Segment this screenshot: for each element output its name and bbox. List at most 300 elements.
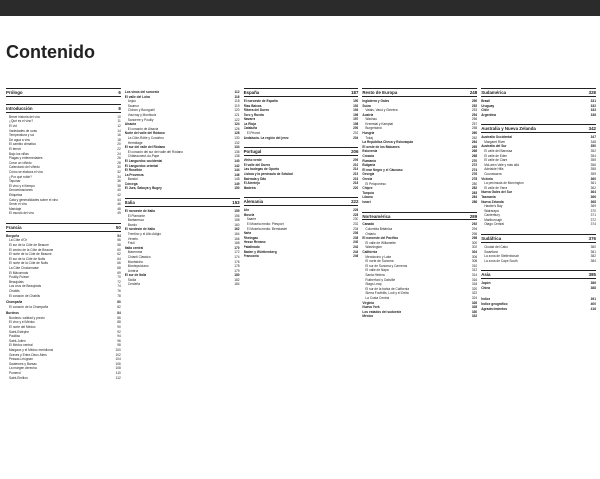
entry-title: ¿Por qué roble? bbox=[9, 174, 32, 179]
toc-entry[interactable] bbox=[125, 186, 240, 191]
entry-page: 371 bbox=[590, 213, 596, 218]
entry-page: 234 bbox=[353, 226, 359, 231]
entry-title: Calendario del viñedo bbox=[9, 165, 40, 170]
section-heading[interactable] bbox=[481, 270, 596, 279]
entry-page: 162 bbox=[234, 227, 240, 232]
section-page: 187 bbox=[351, 90, 359, 95]
section-page: 289 bbox=[469, 213, 478, 219]
section-title: Resto de Europa bbox=[362, 90, 398, 95]
entry-page: 100 bbox=[115, 348, 121, 353]
toc-group bbox=[6, 115, 121, 216]
section-page: 328 bbox=[588, 90, 596, 95]
entry-title: México bbox=[362, 314, 374, 319]
entry-title: Ribera del Duero bbox=[243, 108, 270, 113]
entry-title: Washington bbox=[365, 245, 383, 250]
toc-group bbox=[6, 300, 121, 309]
entry-title: El Languedoc occidental bbox=[124, 158, 163, 163]
section-title: Australia y Nueva Zelanda bbox=[481, 126, 536, 132]
toc-group bbox=[244, 208, 359, 259]
entry-title: El Mâconnais bbox=[9, 270, 29, 275]
entry-page: 119 bbox=[234, 103, 240, 108]
entry-page: 60 bbox=[117, 247, 121, 252]
entry-title: Sauternes y Barsac bbox=[9, 361, 37, 366]
section-heading[interactable] bbox=[362, 88, 477, 97]
entry-title: Cerdeña bbox=[127, 282, 141, 287]
entry-page: 62 bbox=[117, 252, 121, 257]
entry-title: Chinon y Bourgueil bbox=[127, 108, 155, 113]
entry-page: 324 bbox=[471, 295, 478, 300]
section-title: Introducción bbox=[6, 105, 33, 111]
entry-page: 308 bbox=[471, 259, 478, 264]
toc-section bbox=[481, 270, 596, 290]
entry-page: 322 bbox=[471, 291, 478, 296]
entry-page: 352 bbox=[590, 148, 596, 153]
section-title: Sudamérica bbox=[481, 90, 507, 95]
toc-entry[interactable] bbox=[244, 254, 359, 259]
toc-section bbox=[244, 88, 359, 140]
entry-title: China bbox=[481, 285, 491, 290]
toc-group bbox=[125, 90, 240, 191]
entry-title: Taponar bbox=[9, 179, 21, 184]
page-title: Contenido bbox=[6, 42, 95, 62]
entry-title: Otago Central bbox=[484, 222, 505, 227]
entry-title: Marlborough bbox=[484, 217, 503, 222]
entry-title: ¿Qué es el vino? bbox=[9, 119, 34, 124]
entry-title: El Priorat bbox=[246, 131, 260, 136]
entry-title: Córcega bbox=[124, 181, 138, 186]
entry-title: El mar Negro y el Cáucaso bbox=[362, 167, 403, 172]
entry-page: 110 bbox=[115, 371, 121, 375]
entry-title: Mendocino y Lake bbox=[365, 254, 392, 259]
section-page: 342 bbox=[588, 126, 596, 132]
entry-title: Swartland bbox=[484, 249, 499, 254]
entry-page: 250 bbox=[471, 98, 478, 103]
entry-title: Baden y Württemberg bbox=[243, 249, 277, 254]
section-heading[interactable] bbox=[6, 88, 121, 97]
entry-page: 333 bbox=[590, 108, 596, 113]
toc-entry[interactable] bbox=[125, 282, 240, 287]
entry-title: Cata y generalidades sobre el vino bbox=[9, 197, 59, 202]
entry-title: Bajo los viñas bbox=[9, 151, 29, 156]
toc-section bbox=[481, 234, 596, 263]
entry-title: La zona de Cape South bbox=[484, 258, 518, 263]
entry-title: Argentina bbox=[481, 112, 497, 117]
entry-title: Pomerol bbox=[9, 371, 21, 375]
entry-page: 102 bbox=[115, 352, 121, 357]
entry-page: 209 bbox=[353, 158, 359, 163]
entry-title: La zona de Stellenbosch bbox=[484, 254, 520, 259]
entry-title: Índice bbox=[481, 297, 491, 302]
toc-group bbox=[481, 245, 596, 263]
entry-page: 218 bbox=[353, 181, 359, 186]
entry-page: 366 bbox=[590, 194, 596, 199]
entry-title: Palatinado bbox=[243, 244, 260, 249]
entry-page: 240 bbox=[353, 240, 359, 245]
entry-page: 304 bbox=[471, 250, 478, 255]
entry-title: El cambio climático bbox=[9, 142, 37, 147]
section-title: Norteamérica bbox=[362, 213, 391, 219]
entry-page: 182 bbox=[234, 277, 240, 282]
entry-page: 292 bbox=[471, 222, 478, 227]
entry-page: 68 bbox=[117, 265, 121, 270]
section-page: 8 bbox=[118, 105, 121, 111]
entry-title: El sur de Sonoma y Carneros bbox=[365, 263, 408, 268]
entry-title: Columbia Británica bbox=[365, 227, 393, 232]
entry-page: 204 bbox=[353, 135, 359, 140]
entry-page: 86 bbox=[117, 315, 121, 320]
entry-page: 164 bbox=[234, 231, 240, 236]
entry-title: El corazón del sur del valle del Ródano bbox=[127, 149, 184, 154]
section-title: Portugal bbox=[243, 149, 262, 155]
section-heading[interactable] bbox=[362, 212, 477, 221]
entry-page: 90 bbox=[117, 325, 121, 330]
section-heading[interactable] bbox=[6, 223, 121, 232]
section-title: Francia bbox=[6, 224, 22, 230]
entry-title: El centro de la Côte de Beaune bbox=[9, 247, 54, 252]
section-page: 376 bbox=[588, 236, 596, 242]
entry-title: Grecia bbox=[362, 177, 373, 181]
entry-title: Sierra Foothills, Lodi y el Delta bbox=[365, 291, 409, 296]
entry-page: 128 bbox=[234, 131, 240, 136]
entry-title: Margaret River bbox=[484, 139, 506, 144]
entry-page: 192 bbox=[353, 103, 359, 108]
entry-title: Ontario bbox=[365, 231, 376, 236]
entry-page: 149 bbox=[234, 181, 240, 186]
entry-title: La Costa Central bbox=[365, 295, 390, 300]
section-heading[interactable] bbox=[125, 198, 240, 207]
entry-page: 216 bbox=[353, 176, 359, 181]
entry-page: 168 bbox=[234, 241, 240, 246]
entry-title: Chipre bbox=[362, 186, 373, 191]
entry-title: California bbox=[362, 250, 378, 255]
table-of-contents bbox=[6, 88, 596, 474]
entry-page: 42 bbox=[117, 192, 121, 197]
entry-title: Franconia bbox=[243, 254, 259, 259]
section-heading[interactable] bbox=[244, 147, 359, 156]
entry-title: El Mosela medio: Bernkastel bbox=[246, 226, 287, 231]
entry-title: Kremstal y Kamptal bbox=[365, 121, 394, 126]
entry-title: El Jura, Saboya y Bugey bbox=[124, 186, 162, 191]
entry-title: El valle de Clare bbox=[484, 158, 508, 163]
toc-section bbox=[362, 212, 477, 319]
entry-page: 386 bbox=[590, 281, 596, 286]
entry-title: Sicilia bbox=[127, 277, 137, 282]
entry-title: Victoria bbox=[481, 176, 493, 181]
entry-title: Israel bbox=[362, 199, 371, 204]
section-title: Italia bbox=[124, 200, 135, 206]
entry-page: 142 bbox=[234, 163, 240, 168]
toc-entry[interactable] bbox=[481, 307, 596, 312]
entry-page: 252 bbox=[471, 103, 478, 108]
section-heading[interactable] bbox=[244, 197, 359, 206]
entry-page: 16 bbox=[117, 133, 121, 138]
entry-title: El noroeste de España bbox=[243, 98, 278, 103]
entry-page: 64 bbox=[117, 256, 121, 261]
entry-page: 138 bbox=[234, 154, 240, 159]
toc-entry[interactable] bbox=[362, 314, 477, 319]
entry-page: 11 bbox=[117, 119, 121, 124]
entry-page: 359 bbox=[590, 171, 596, 176]
toc-entry[interactable] bbox=[6, 305, 121, 310]
entry-page: 112 bbox=[115, 375, 121, 380]
entry-title: Friuli bbox=[127, 241, 135, 246]
entry-page: 384 bbox=[590, 258, 596, 263]
toc-entry[interactable] bbox=[6, 211, 121, 216]
entry-page: 264 bbox=[471, 140, 478, 145]
toc-entry[interactable] bbox=[481, 259, 596, 264]
toc-section bbox=[481, 124, 596, 227]
entry-page: 150 bbox=[234, 186, 240, 191]
entry-title: Valais, Vaud y Ginebra bbox=[365, 108, 398, 113]
entry-page: 38 bbox=[117, 183, 121, 188]
entry-page: 166 bbox=[234, 236, 240, 241]
toc-group bbox=[362, 99, 477, 205]
entry-page: 361 bbox=[590, 181, 596, 186]
toc-entry[interactable] bbox=[362, 200, 477, 205]
entry-title: El Médoc central bbox=[9, 343, 33, 348]
entry-page: 400 bbox=[590, 302, 596, 307]
entry-title: Wachau bbox=[365, 117, 377, 122]
toc-group bbox=[125, 209, 240, 287]
entry-page: 331 bbox=[590, 98, 596, 103]
entry-title: El nordeste de Italia bbox=[124, 227, 155, 232]
entry-title: Nueva York bbox=[362, 305, 380, 310]
entry-title: Chablis bbox=[9, 288, 20, 293]
entry-page: 338 bbox=[590, 112, 596, 117]
toc-group bbox=[481, 297, 596, 311]
entry-title: Maremma bbox=[127, 250, 143, 255]
entry-title: Saumur bbox=[127, 103, 139, 108]
toc-entry[interactable] bbox=[6, 294, 121, 299]
entry-page: 78 bbox=[117, 293, 121, 298]
entry-page: 326 bbox=[471, 300, 478, 305]
entry-title: El norte de Sonoma bbox=[365, 259, 394, 264]
entry-title: Coonawarra bbox=[484, 171, 502, 176]
entry-title: Crear un viñedo bbox=[9, 160, 32, 165]
entry-page: 381 bbox=[590, 249, 596, 254]
entry-page: 283 bbox=[471, 190, 478, 195]
toc-group bbox=[481, 99, 596, 117]
entry-page: 58 bbox=[117, 242, 121, 247]
entry-page: 40 bbox=[117, 188, 121, 193]
entry-page: 176 bbox=[234, 259, 240, 264]
toc-section bbox=[244, 147, 359, 190]
entry-page: 268 bbox=[471, 154, 478, 159]
entry-title: Margaux y el Médoc meridional bbox=[9, 348, 54, 353]
entry-title: La península de Mornington bbox=[484, 181, 524, 186]
entry-page: 362 bbox=[590, 185, 596, 190]
entry-title: Brasil bbox=[481, 98, 491, 103]
entry-page: 284 bbox=[471, 195, 478, 200]
section-page: 206 bbox=[351, 149, 359, 155]
entry-page: 312 bbox=[471, 268, 478, 273]
entry-page: 74 bbox=[117, 284, 121, 289]
entry-page: 49 bbox=[117, 211, 121, 216]
group-title: Borgoña bbox=[6, 233, 20, 238]
entry-page: 232 bbox=[353, 222, 359, 226]
entry-page: 190 bbox=[353, 98, 359, 103]
entry-page: 174 bbox=[234, 254, 240, 259]
entry-title: Hesse Renano bbox=[243, 240, 266, 245]
entry-title: Los vinos del suroeste bbox=[124, 90, 160, 94]
entry-title: El vino y el tiempo bbox=[9, 183, 35, 188]
entry-title: El mundo del vino bbox=[9, 211, 35, 216]
section-heading[interactable] bbox=[6, 104, 121, 113]
entry-title: El valle de Napa bbox=[365, 268, 389, 273]
entry-page: 160 bbox=[234, 222, 240, 227]
entry-title: Bairrada y Dão bbox=[243, 176, 267, 181]
section-heading[interactable] bbox=[244, 88, 359, 97]
entry-title: Suiza bbox=[362, 103, 371, 108]
entry-page: 278 bbox=[471, 177, 478, 181]
entry-page: 318 bbox=[471, 282, 478, 287]
entry-page: 274 bbox=[471, 167, 478, 172]
entry-title: Montalcino bbox=[127, 259, 144, 264]
toc-entry[interactable] bbox=[481, 113, 596, 118]
entry-page: 34 bbox=[117, 174, 121, 179]
section-heading[interactable] bbox=[481, 124, 596, 133]
entry-title: Líbano bbox=[362, 195, 373, 200]
entry-page: 316 bbox=[471, 277, 478, 282]
toc-entry[interactable] bbox=[244, 136, 359, 141]
toc-column bbox=[362, 88, 477, 474]
entry-title: El sur del valle del Ródano bbox=[124, 145, 166, 150]
toc-column bbox=[6, 88, 121, 474]
entry-page: 122 bbox=[234, 117, 240, 122]
entry-title: Tokaj bbox=[365, 135, 373, 140]
entry-page: 256 bbox=[471, 117, 478, 122]
entry-page: 14 bbox=[117, 128, 121, 133]
entry-page: 112 bbox=[234, 90, 240, 94]
entry-page: 347 bbox=[590, 135, 596, 140]
entry-title: Variedades de uvas bbox=[9, 128, 37, 133]
entry-title: Chianti Classico bbox=[127, 254, 151, 259]
entry-title: Montepulciano bbox=[127, 264, 149, 269]
entry-page: 197 bbox=[353, 117, 359, 122]
entry-page: 286 bbox=[471, 199, 478, 204]
section-page: 50 bbox=[115, 224, 121, 230]
entry-title: Barbaresco bbox=[127, 218, 145, 223]
entry-page: 265 bbox=[471, 144, 478, 149]
entry-page: 276 bbox=[471, 172, 478, 177]
section-title: España bbox=[243, 90, 260, 95]
entry-page: 82 bbox=[117, 304, 121, 309]
entry-page: 388 bbox=[590, 285, 596, 290]
toc-group bbox=[481, 135, 596, 227]
entry-page: 368 bbox=[590, 199, 596, 204]
entry-title: Canadá bbox=[362, 222, 374, 227]
entry-title: Georgia bbox=[362, 172, 375, 177]
entry-page: 354 bbox=[590, 153, 596, 158]
toc-group bbox=[244, 99, 359, 140]
entry-page: 116 bbox=[234, 94, 240, 99]
group-title: Champaña bbox=[6, 300, 23, 305]
entry-title: El Rosellón bbox=[124, 168, 143, 173]
entry-page: 144 bbox=[234, 168, 240, 173]
entry-title: Índice geográfico bbox=[481, 302, 508, 307]
entry-page: 106 bbox=[115, 361, 121, 366]
entry-title: El sur de la Côte de Nuits bbox=[9, 256, 46, 261]
toc-group bbox=[244, 158, 359, 190]
entry-page: 236 bbox=[353, 231, 359, 236]
entry-title: Agradecimientos bbox=[481, 306, 508, 311]
entry-page: 194 bbox=[353, 108, 359, 113]
entry-page: 120 bbox=[234, 108, 240, 113]
entry-title: Ciudad del Cabo bbox=[484, 244, 508, 249]
entry-page: 266 bbox=[471, 149, 478, 154]
entry-title: Nueva Gales del Sur bbox=[481, 190, 513, 195]
entry-title: El valle del Duero bbox=[243, 162, 271, 167]
entry-page: 374 bbox=[590, 222, 596, 227]
entry-title: El valle de Eden bbox=[484, 153, 508, 158]
entry-page: 46 bbox=[117, 202, 121, 207]
entry-page: 36 bbox=[117, 179, 121, 184]
entry-title: La margen derecha bbox=[9, 366, 37, 371]
entry-title: El Mosela medio: Piesport bbox=[246, 222, 284, 226]
toc-entry[interactable] bbox=[481, 286, 596, 291]
toc-section bbox=[6, 88, 121, 97]
toc-entry[interactable] bbox=[481, 222, 596, 227]
entry-title: Australia Occidental bbox=[481, 135, 513, 140]
entry-page: 294 bbox=[471, 227, 478, 232]
entry-page: 416 bbox=[590, 306, 596, 311]
entry-page: 69 bbox=[117, 270, 121, 275]
entry-title: Eslovenia bbox=[362, 149, 378, 154]
toc-entry[interactable] bbox=[244, 186, 359, 191]
entry-page: 391 bbox=[590, 297, 596, 302]
toc-column bbox=[125, 88, 240, 474]
entry-title: El sur de Italia bbox=[124, 273, 147, 278]
entry-title: Barolo bbox=[127, 222, 138, 227]
section-heading[interactable] bbox=[481, 88, 596, 97]
entry-page: 70 bbox=[117, 275, 121, 280]
entry-page: 18 bbox=[117, 137, 121, 142]
entry-page: 364 bbox=[590, 190, 596, 195]
entry-page: 332 bbox=[471, 314, 478, 319]
entry-title: Andalucía. La región del jerez bbox=[243, 135, 289, 140]
entry-page: 140 bbox=[234, 158, 240, 163]
entry-page: 257 bbox=[471, 121, 478, 126]
toc-group bbox=[481, 281, 596, 290]
entry-title: La República Checa y Eslovaquia bbox=[362, 140, 414, 145]
entry-page: 10 bbox=[117, 114, 121, 119]
toc-group bbox=[6, 311, 121, 380]
entry-page: 30 bbox=[117, 165, 121, 170]
toc-entry[interactable] bbox=[6, 376, 121, 381]
entry-page: 226 bbox=[353, 208, 359, 213]
entry-page: 298 bbox=[471, 236, 478, 241]
toc-section bbox=[244, 197, 359, 258]
entry-title: Beaujolais bbox=[9, 279, 24, 284]
toc-section bbox=[481, 88, 596, 117]
entry-page: 118 bbox=[234, 99, 240, 104]
entry-title: Uruguay bbox=[481, 103, 495, 108]
section-heading[interactable] bbox=[481, 234, 596, 243]
entry-title: Adelaide Hills bbox=[484, 167, 504, 172]
section-page: 6 bbox=[118, 90, 121, 95]
entry-title: Hawke's Bay bbox=[484, 204, 503, 209]
entry-page: 348 bbox=[590, 139, 596, 144]
entry-title: Austria bbox=[362, 112, 374, 117]
toc-section bbox=[481, 297, 596, 311]
entry-title: Ahr bbox=[243, 208, 250, 213]
entry-title: Madeira bbox=[243, 185, 256, 190]
entry-title: Rumanía bbox=[362, 158, 376, 163]
group-page: 54 bbox=[117, 233, 121, 238]
entry-title: Australia del Sur bbox=[481, 144, 507, 149]
entry-page: 72 bbox=[117, 279, 121, 284]
entry-title: El terroir bbox=[9, 146, 22, 151]
